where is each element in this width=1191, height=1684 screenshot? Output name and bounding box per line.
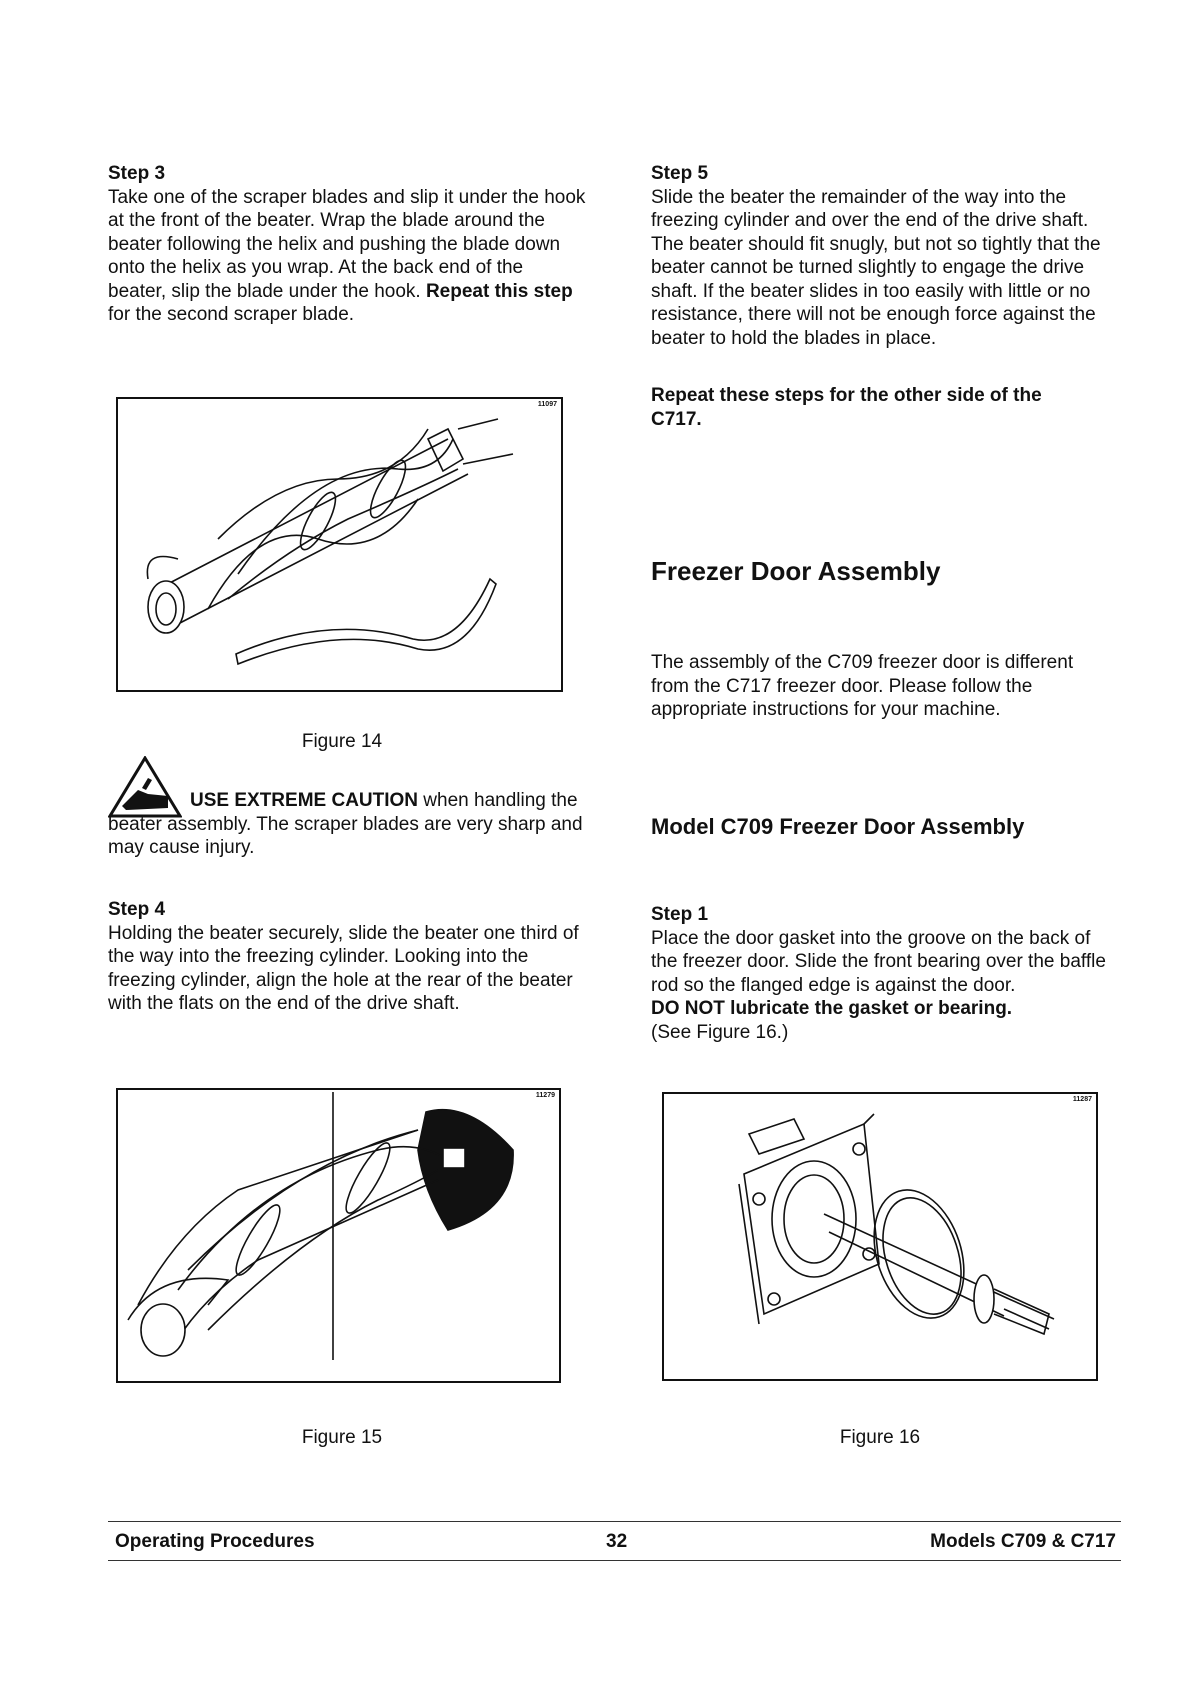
figure-16-image: 11287 bbox=[662, 1092, 1098, 1381]
caution-note: USE EXTREME CAUTION when handling the beater assembly. The scraper blades are very sharp and may cause injury. bbox=[108, 790, 583, 858]
repeat-steps-note: Repeat these steps for the other side of the C717. bbox=[651, 385, 1042, 430]
figure-14-image: 11097 bbox=[116, 397, 563, 692]
step4-block bbox=[108, 898, 586, 1016]
step3-block bbox=[108, 162, 586, 327]
freezer-door-gasket-illustration bbox=[664, 1094, 1096, 1379]
section-heading-freezer-door: Freezer Door Assembly bbox=[651, 556, 941, 586]
step1-block bbox=[651, 903, 1121, 1044]
footer-models: Models C709 & C717 bbox=[930, 1531, 1116, 1552]
freezer-door-intro: The assembly of the C709 freezer door is different from the C717 freezer door. Please follow the appropriate instructions for your machine. bbox=[651, 652, 1074, 720]
figure-15-image: 11279 bbox=[116, 1088, 561, 1383]
step1-warning: DO NOT lubricate the gasket or bearing. bbox=[651, 998, 1013, 1019]
step3-text: Take one of the scraper blades and slip it under the hook at the front of the beater. Wrap the blade around the beater following the helix and pushing the blade down onto the helix as you wrap. At the back end of the beater, slip the blade under the hook. Repeat this step for the second scraper blade. bbox=[108, 186, 586, 325]
step4-text: Holding the beater securely, slide the beater one third of the way into the freezing cylinder. Looking into the freezing cylinder, align the hole at the rear of the beater with the flats on the end of the drive shaft. bbox=[108, 922, 579, 1014]
step5-text: Slide the beater the remainder of the way into the freezing cylinder and over the end of the drive shaft. The beater should fit snugly, but not so tightly that the beater cannot be turned slightly to engage the drive shaft. If the beater slides in too easily with little or no resistance, there will not be enough force against the beater to hold the blades in place. bbox=[651, 186, 1101, 349]
beater-into-cylinder-illustration bbox=[118, 1090, 559, 1381]
step5-block bbox=[651, 162, 1121, 350]
footer-bottom-rule bbox=[108, 1560, 1121, 1561]
footer-page-number: 32 bbox=[606, 1531, 628, 1552]
subheading-c709-door: Model C709 Freezer Door Assembly bbox=[651, 814, 1025, 839]
footer-top-rule bbox=[108, 1521, 1121, 1522]
step5-label: Step 5 bbox=[651, 163, 709, 184]
footer-section-title: Operating Procedures bbox=[115, 1531, 315, 1552]
beater-blade-illustration bbox=[118, 399, 561, 690]
step3-label: Step 3 bbox=[108, 163, 166, 184]
figure-14-caption: Figure 14 bbox=[301, 731, 383, 752]
step1-text: Place the door gasket into the groove on the back of the freezer door. Slide the front bearing over the baffle rod so the flanged edge is against the door. bbox=[651, 927, 1106, 996]
figure-15-caption: Figure 15 bbox=[301, 1427, 383, 1448]
figure-16-caption: Figure 16 bbox=[839, 1427, 921, 1448]
step1-label: Step 1 bbox=[651, 904, 709, 925]
step1-figure-ref: (See Figure 16.) bbox=[651, 1021, 789, 1043]
step4-label: Step 4 bbox=[108, 899, 166, 920]
